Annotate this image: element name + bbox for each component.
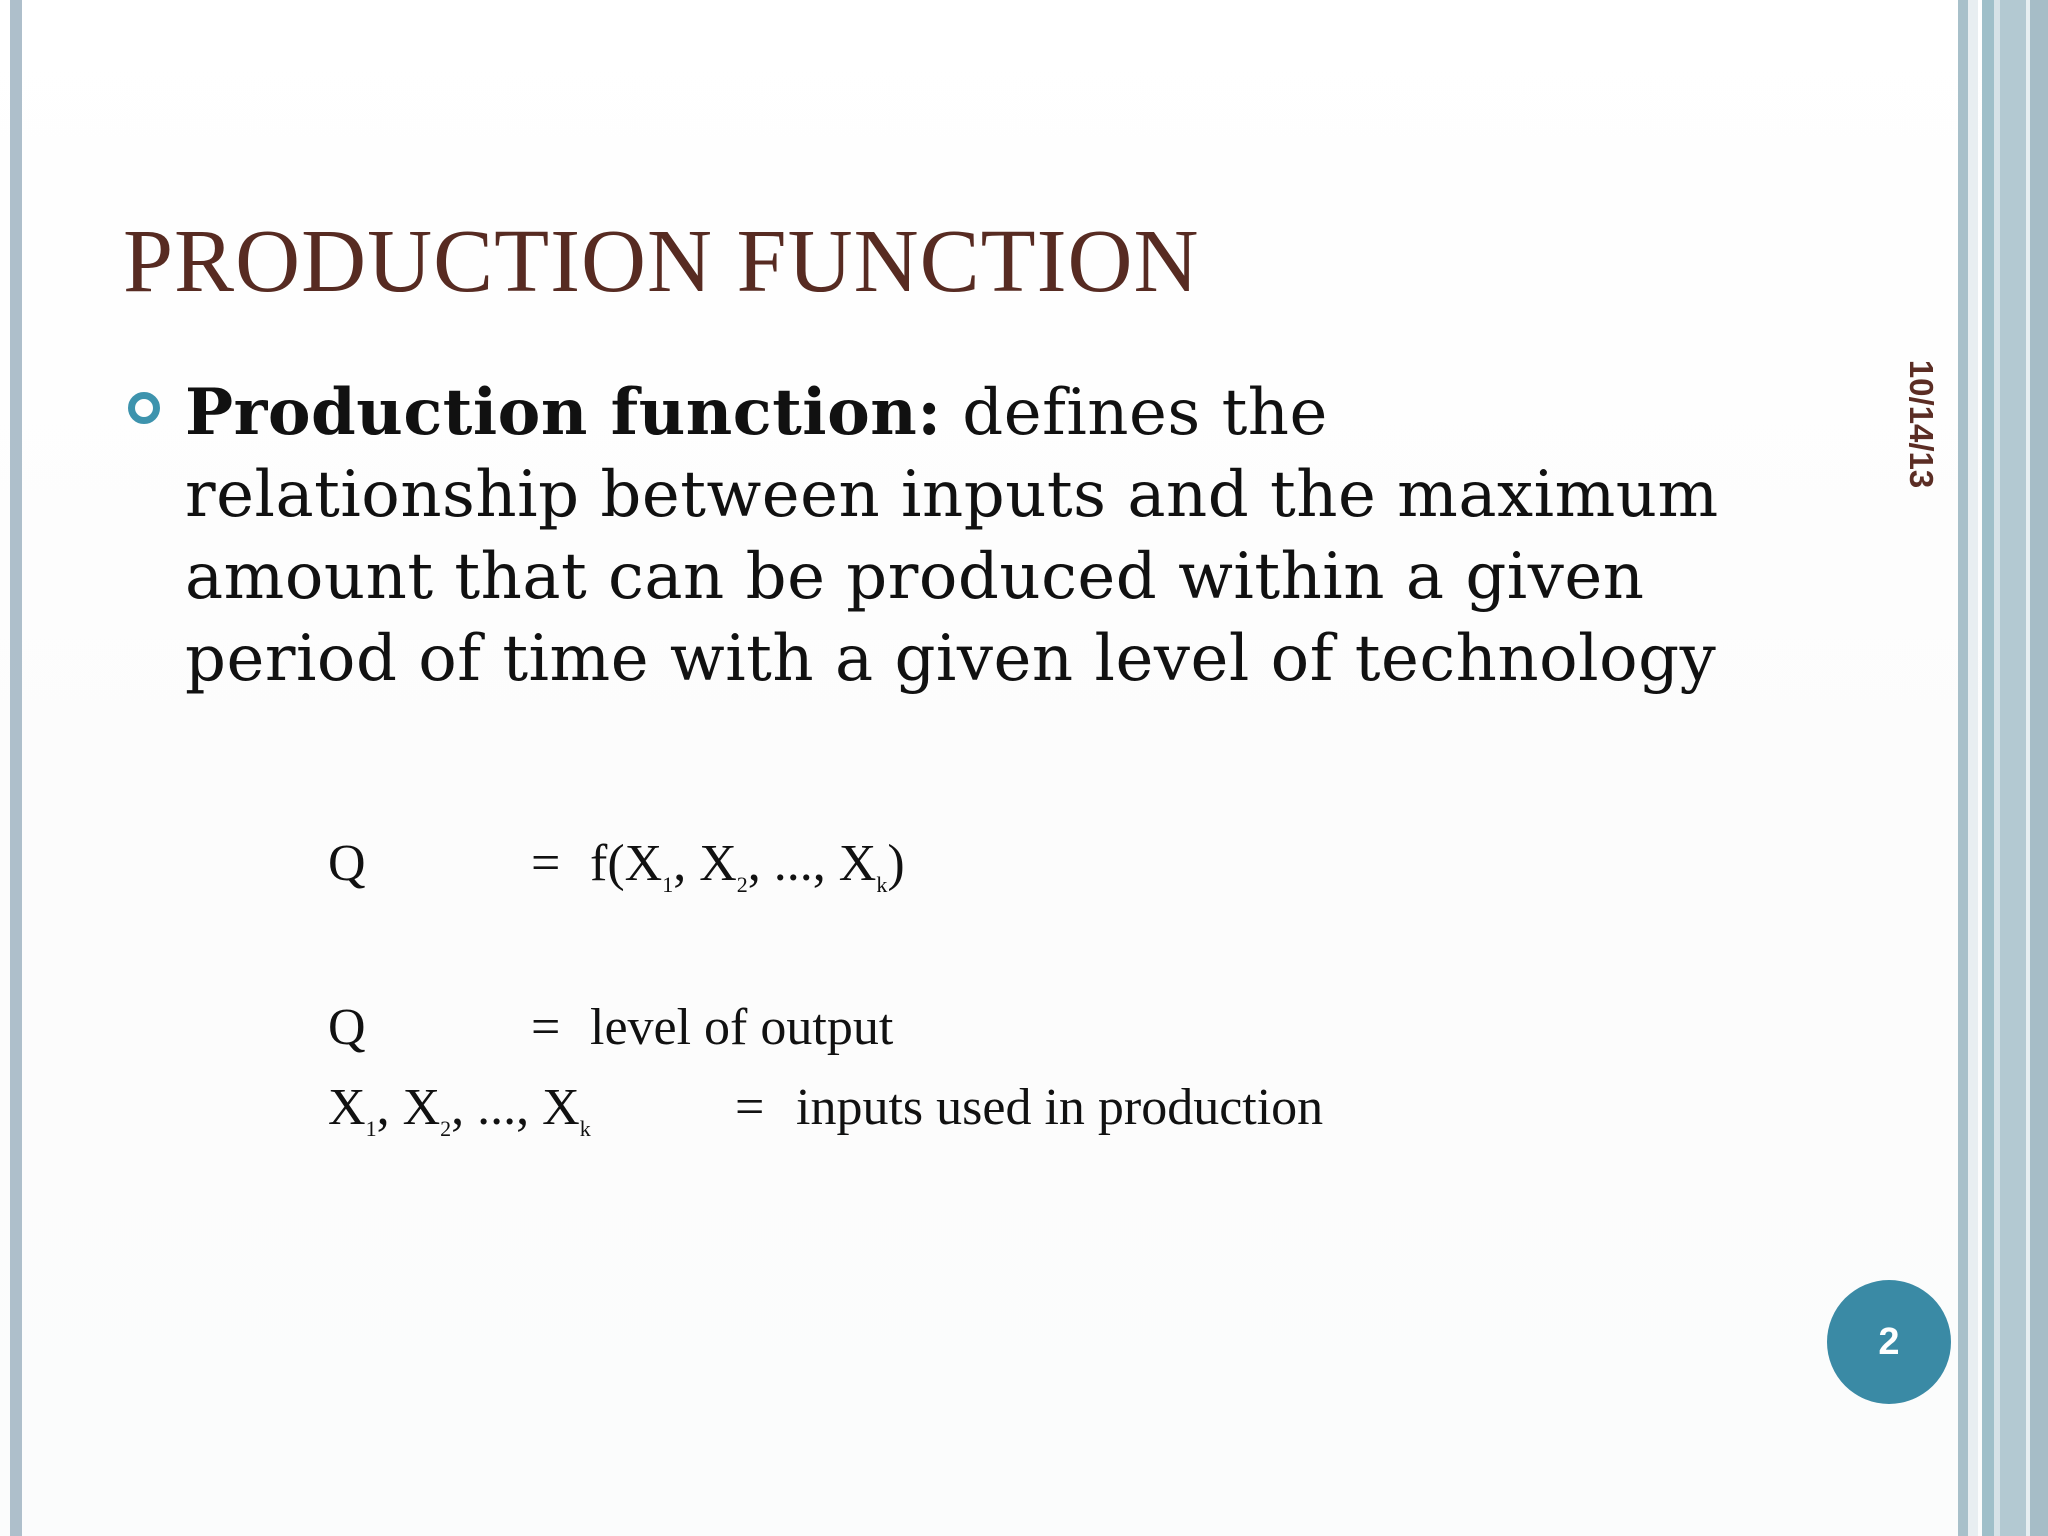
- equation-rhs-prefix: f(X: [590, 835, 663, 892]
- page-number-badge: 2: [1827, 1280, 1951, 1404]
- definition-sub-1: 1: [365, 1116, 377, 1141]
- definition-symbol-q: Q: [328, 999, 366, 1056]
- left-border-stripe: [10, 0, 22, 1536]
- equation-equals: =: [531, 835, 561, 892]
- bullet-term: Production function:: [185, 375, 942, 450]
- definition-symbol-x: [328, 1078, 591, 1141]
- right-border-stripe: [2030, 0, 2048, 1536]
- definition-meaning-q: level of output: [590, 999, 894, 1056]
- equation-rhs-sep1: , X: [673, 835, 737, 892]
- definition-sub-2: 2: [440, 1116, 452, 1141]
- definition-symbol-x1: X: [328, 1079, 366, 1136]
- equation-lhs: Q: [328, 835, 366, 892]
- bullet-ring-icon: [128, 392, 160, 424]
- definition-equals: =: [735, 1079, 765, 1136]
- right-border-stripe: [1968, 0, 1978, 1536]
- definition-symbol-x2: , X: [376, 1079, 441, 1136]
- slide-title: PRODUCTION FUNCTION: [123, 212, 1200, 311]
- bullet-text: [185, 372, 1725, 700]
- right-border-stripe: [2000, 0, 2026, 1536]
- equation-sub-2: 2: [736, 872, 748, 897]
- right-border-stripe: [1982, 0, 1994, 1536]
- equation-rhs-sep2: , ..., X: [747, 835, 877, 892]
- definition-equals: =: [531, 999, 561, 1056]
- definition-meaning-x: inputs used in production: [796, 1079, 1324, 1136]
- definition-symbol-xk: , ..., X: [451, 1079, 580, 1136]
- equation-rhs: [590, 834, 905, 897]
- equation-sub-1: 1: [662, 872, 674, 897]
- definition-sub-k: k: [579, 1116, 591, 1141]
- right-border-stripe: [1958, 0, 1968, 1536]
- equation-rhs-suffix: ): [887, 835, 905, 892]
- bullet-definition: defines the relationship between inputs and the maximum amount that can be produced within a given period of time with a given level of technology: [185, 376, 1719, 696]
- slide-date: 10/14/13: [1903, 359, 1940, 489]
- equation-sub-k: k: [876, 872, 888, 897]
